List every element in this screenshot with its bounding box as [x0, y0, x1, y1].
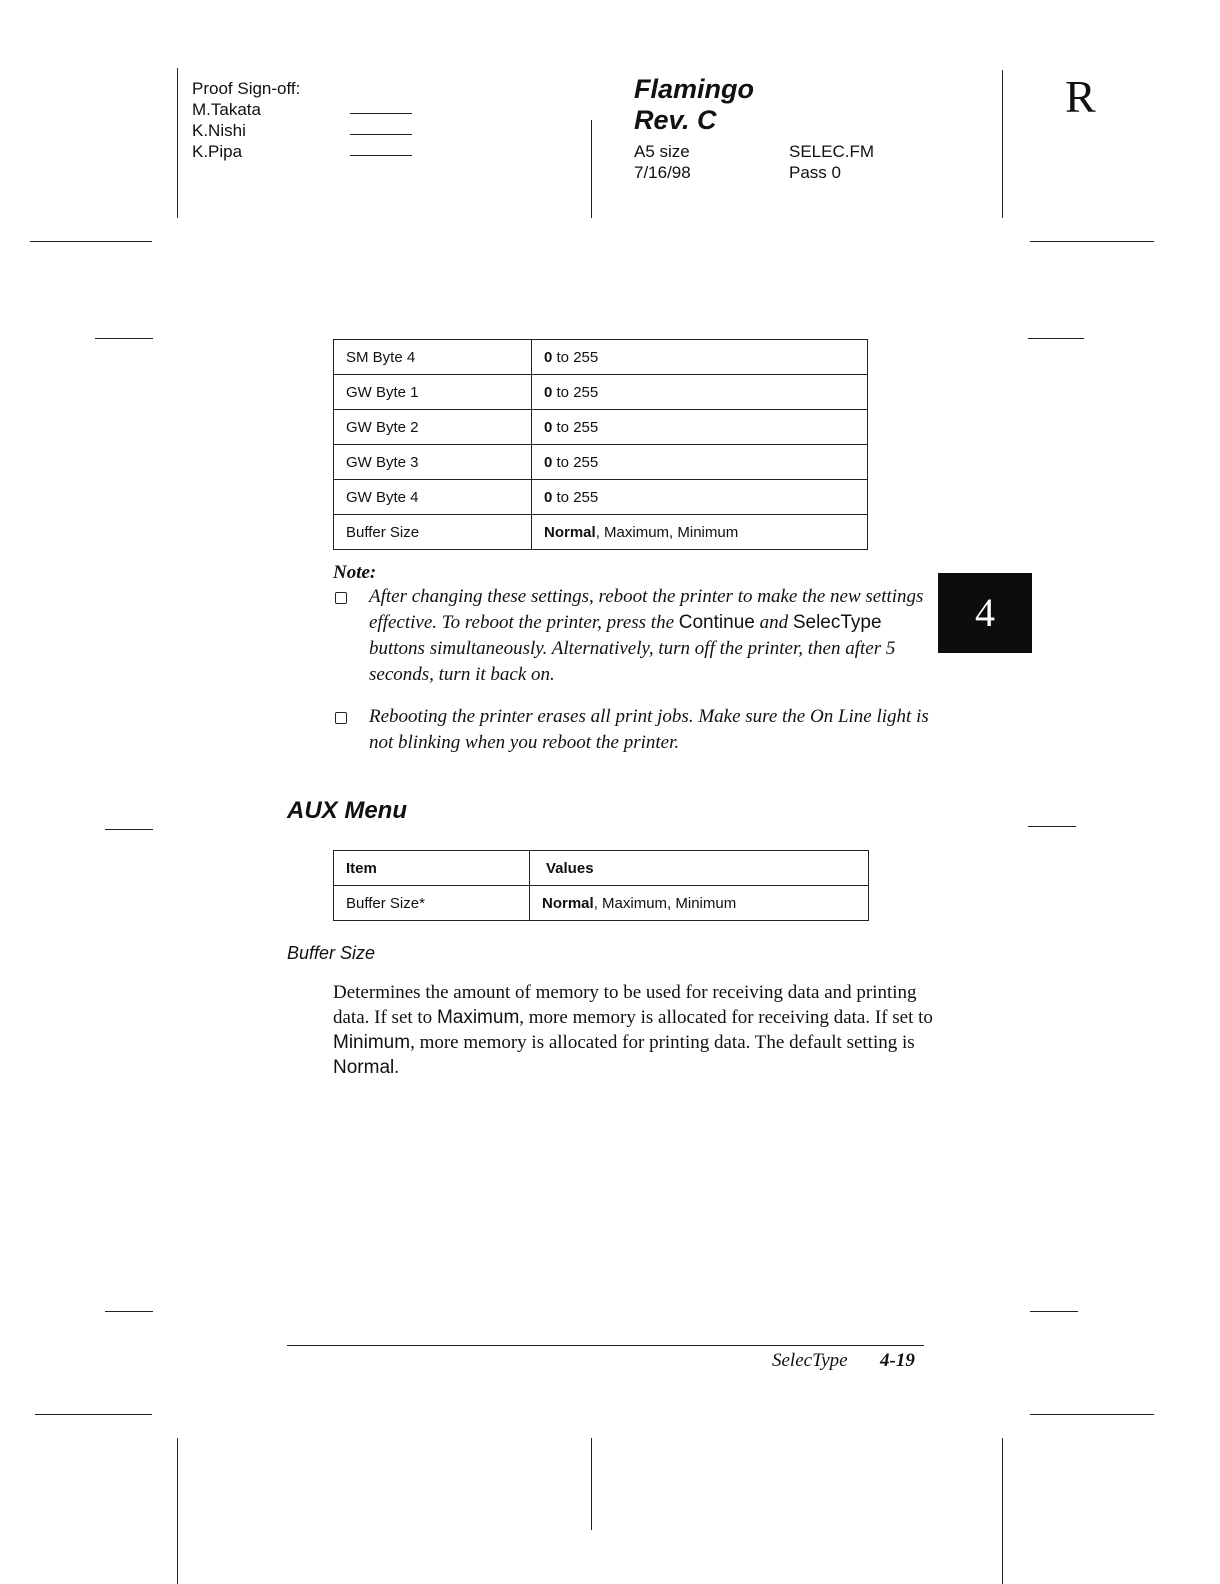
setting-value: Minimum — [333, 1032, 411, 1053]
table-row — [334, 886, 869, 921]
subsection-heading: Buffer Size — [287, 943, 376, 963]
crop-mark — [105, 1311, 153, 1312]
paragraph-text: . — [394, 1057, 399, 1078]
proof-sign-off — [192, 78, 300, 162]
setting-value: Maximum — [436, 1007, 520, 1028]
signature-line — [350, 134, 412, 135]
table-cell-value — [532, 340, 868, 375]
value-range: to 255 — [552, 418, 599, 436]
crop-mark — [591, 120, 592, 218]
aux-table — [333, 850, 869, 921]
settings-table — [333, 339, 868, 550]
footer-section: SelecType — [772, 1350, 848, 1371]
paragraph-text: , more memory is allocated for printing data. The default setting is — [410, 1032, 915, 1053]
doc-title-line1: Flamingo — [634, 74, 754, 104]
doc-size: A5 size — [634, 142, 690, 161]
default-value: Normal — [544, 523, 596, 541]
crop-mark — [1002, 1438, 1003, 1584]
note-text: After changing these settings, reboot the printer to make the new settings effective. To reboot the printer, press the — [369, 586, 924, 633]
value-range: to 255 — [552, 453, 599, 471]
setting-value: Normal — [333, 1057, 395, 1078]
crop-mark — [95, 338, 153, 339]
table-cell-value — [532, 410, 868, 445]
table-cell-value — [532, 515, 868, 550]
table-cell-item: SM Byte 4 — [334, 340, 532, 375]
table-row — [334, 445, 868, 480]
value-range: , Maximum, Minimum — [593, 894, 737, 912]
crop-mark — [1030, 241, 1154, 242]
body-paragraph — [333, 980, 933, 1080]
note-label: Note: — [333, 562, 377, 583]
crop-mark — [1028, 338, 1084, 339]
proof-heading: Proof Sign-off: — [192, 79, 301, 98]
paragraph-text: , more memory is allocated for receiving data. If set to — [519, 1007, 933, 1028]
note-text: buttons simultaneously. Alternatively, turn off the printer, then after 5 seconds, turn it back on. — [369, 638, 896, 685]
default-value: 0 — [544, 418, 553, 436]
table-header: Item — [334, 851, 530, 886]
button-name: SelecType — [792, 612, 882, 633]
table-cell-item: GW Byte 4 — [334, 480, 532, 515]
doc-title — [634, 74, 754, 136]
crop-mark — [177, 68, 178, 218]
footer-rule — [287, 1345, 924, 1346]
note-item — [369, 584, 929, 688]
table-cell-value — [530, 886, 869, 921]
crop-mark — [1002, 70, 1003, 218]
proof-name: K.Nishi — [192, 121, 246, 140]
table-row — [334, 515, 868, 550]
default-value: 0 — [544, 453, 553, 471]
chapter-tab: 4 — [938, 573, 1032, 653]
crop-mark — [1028, 826, 1076, 827]
proof-name: K.Pipa — [192, 142, 243, 161]
table-cell-value — [532, 480, 868, 515]
doc-file: SELEC.FM — [789, 142, 875, 161]
proof-name: M.Takata — [192, 100, 261, 119]
table-row — [334, 375, 868, 410]
crop-mark — [35, 1414, 152, 1415]
table-row — [334, 480, 868, 515]
value-range: to 255 — [552, 348, 599, 366]
value-range: to 255 — [552, 383, 599, 401]
table-header: Values — [530, 851, 869, 886]
default-value: Normal — [542, 894, 594, 912]
table-cell-value — [532, 375, 868, 410]
doc-title-line2: Rev. C — [634, 105, 717, 135]
checkbox-bullet-icon — [335, 712, 347, 724]
button-name: Continue — [678, 612, 755, 633]
section-heading: AUX Menu — [287, 797, 407, 824]
table-row — [334, 410, 868, 445]
crop-mark — [591, 1438, 592, 1530]
note-item: Rebooting the printer erases all print jobs. Make sure the On Line light is not blinking when you reboot the printer. — [369, 706, 929, 753]
table-cell-item: GW Byte 2 — [334, 410, 532, 445]
table-cell-item: GW Byte 1 — [334, 375, 532, 410]
signature-line — [350, 113, 412, 114]
page-number: 4-19 — [880, 1350, 915, 1371]
crop-mark — [1030, 1311, 1078, 1312]
crop-mark — [177, 1438, 178, 1584]
signature-line — [350, 155, 412, 156]
table-cell-item: GW Byte 3 — [334, 445, 532, 480]
doc-pass: Pass 0 — [789, 163, 841, 182]
doc-date: 7/16/98 — [634, 163, 691, 182]
paragraph-text: Determines the amount of memory to be used for receiving data and printing data. If set to — [333, 982, 917, 1028]
value-range: , Maximum, Minimum — [595, 523, 739, 541]
default-value: 0 — [544, 383, 553, 401]
default-value: 0 — [544, 348, 553, 366]
default-value: 0 — [544, 488, 553, 506]
table-cell-item: Buffer Size* — [334, 886, 530, 921]
table-cell-value — [532, 445, 868, 480]
crop-mark — [105, 829, 153, 830]
corner-mark: R — [1065, 71, 1096, 122]
table-row — [334, 340, 868, 375]
checkbox-bullet-icon — [335, 592, 347, 604]
crop-mark — [1030, 1414, 1154, 1415]
crop-mark — [30, 241, 152, 242]
table-cell-item: Buffer Size — [334, 515, 532, 550]
table-header-row — [334, 851, 869, 886]
note-text: and — [754, 612, 793, 633]
value-range: to 255 — [552, 488, 599, 506]
